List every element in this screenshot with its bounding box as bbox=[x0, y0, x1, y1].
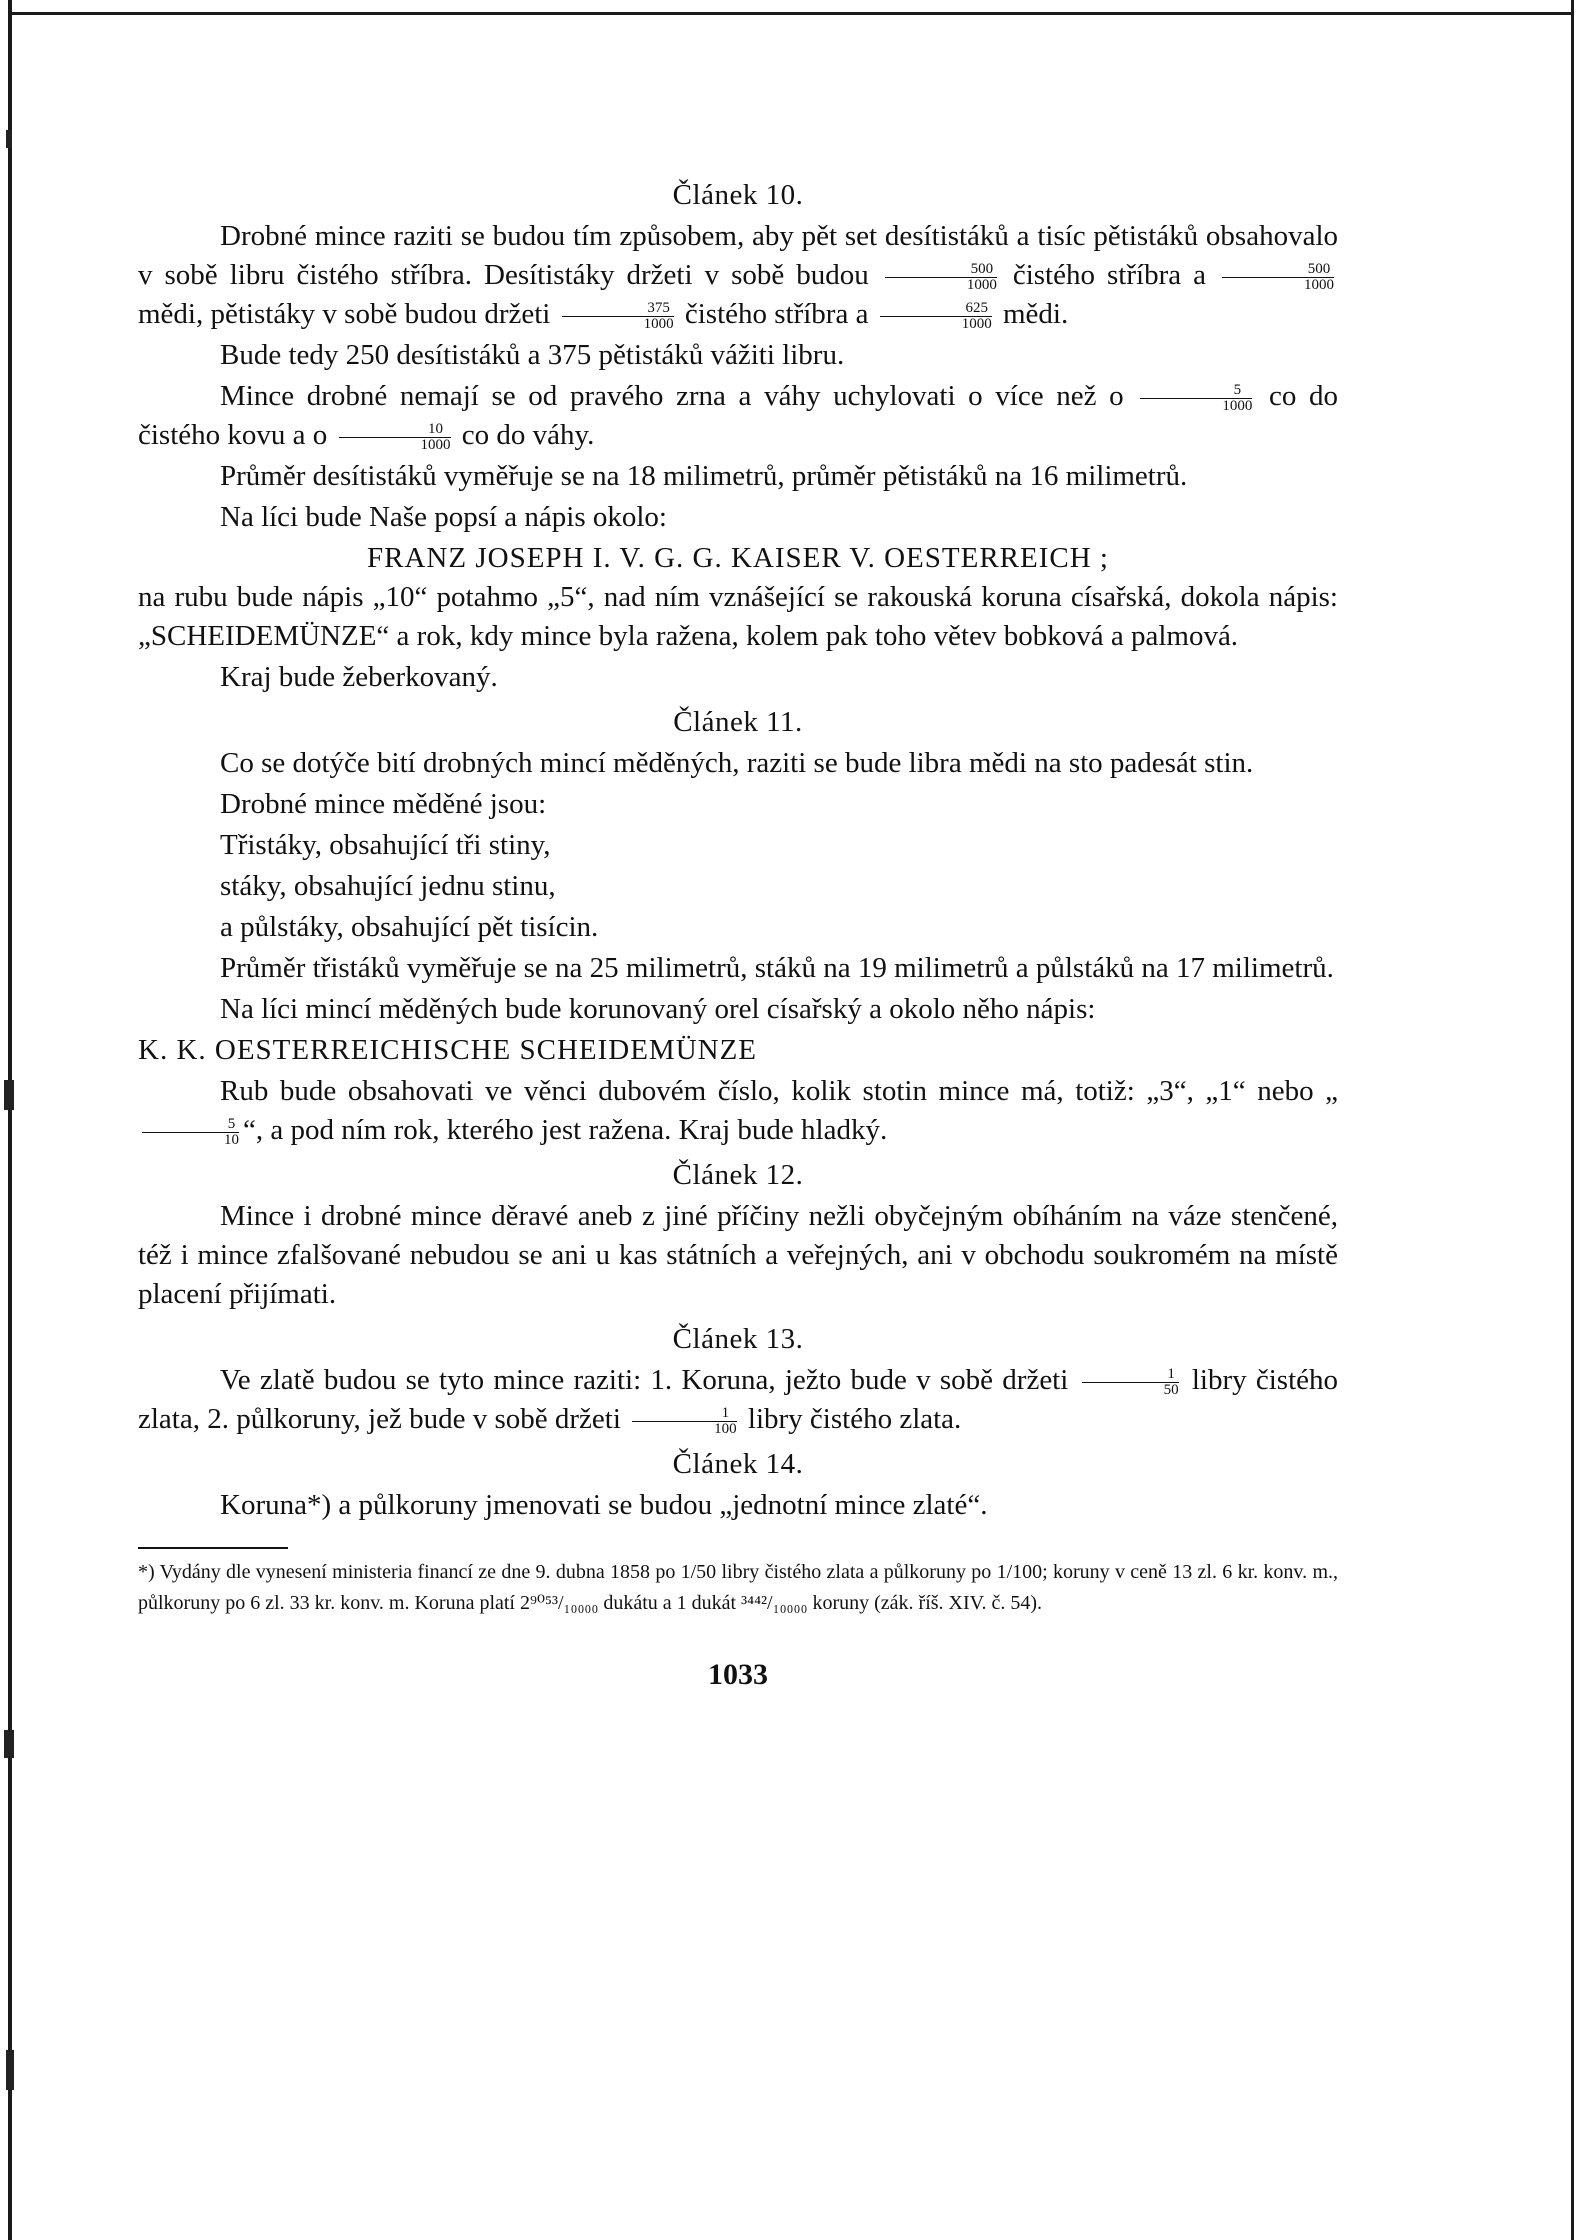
document-body bbox=[138, 170, 1338, 1694]
fraction: $\frac{1}{100}$ bbox=[632, 1406, 737, 1437]
footnote: *) Vydány dle vynesení ministeria financí ze dne 9. dubna 1858 po 1/50 libry čistého zlata a půlkoruny po 1/100; koruny v ceně 13 zl. 6 kr. konv. m., půlkoruny po 6 zl. 33 kr. konv. m. Koruna platí 2⁹⁰⁵³/₁₀₀₀₀ dukátu a 1 dukát ³⁴⁴²/₁₀₀₀₀ koruny (zák. říš. XIV. č. 54). bbox=[138, 1561, 1338, 1614]
footnote-divider bbox=[138, 1547, 288, 1549]
list-item: Třistáky, obsahující tři stiny, bbox=[220, 829, 551, 861]
list-item: stáky, obsahující jednu stinu, bbox=[220, 870, 556, 902]
article-10-paragraph-1: Drobné mince raziti se budou tím způsobem, aby pět set desítistáků a tisíc pětistáků obsahovalo v sobě libru čistého stříbra. Desítistáky držeti v sobě budou $\frac{500}{1000}$ čistého stříbra a $\frac{500}{1000}$ mědi, pětistáky v sobě budou držeti $\frac{375}{1000}$ čistého stříbra a $\frac{625}{1000}$ mědi. bbox=[138, 220, 1338, 332]
fraction: $\frac{5}{10}$ bbox=[142, 1117, 239, 1148]
scan-mark bbox=[6, 2050, 14, 2090]
article-10-heading: Článek 10. bbox=[672, 179, 804, 211]
list-item: a půlstáky, obsahující pět tisícin. bbox=[220, 911, 599, 943]
article-12-heading: Článek 12. bbox=[672, 1159, 804, 1191]
article-13-heading: Článek 13. bbox=[672, 1323, 804, 1355]
left-scan-edge bbox=[8, 0, 12, 2240]
article-11-heading: Článek 11. bbox=[673, 706, 803, 738]
article-11-paragraph-4: Rub bude obsahovati ve věnci dubovém číslo, kolik stotin mince má, totiž: „3“, „1“ nebo „ $\frac{5}{10}$ “, a pod ním rok, kterého jest ražena. Kraj bude hladký. bbox=[138, 1072, 1338, 1150]
article-11-paragraph-2: Průměr třistáků vyměřuje se na 25 milimetrů, stáků na 19 milimetrů a půlstáků na 17 milimetrů. bbox=[220, 952, 1334, 984]
article-14-heading: Článek 14. bbox=[672, 1448, 804, 1480]
article-10-paragraph-3: Mince drobné nemají se od pravého zrna a váhy uchylovati o více než o $\frac{5}{1000}$ co do čistého kovu a o $\frac{10}{1000}$ co do váhy. bbox=[138, 380, 1338, 453]
fraction: $\frac{500}{1000}$ bbox=[885, 262, 997, 293]
article-10-paragraph-5: Na líci bude Naše popsí a nápis okolo: bbox=[220, 501, 667, 533]
right-scan-edge bbox=[1571, 0, 1574, 2240]
scan-mark bbox=[4, 1730, 14, 1758]
fraction: $\frac{375}{1000}$ bbox=[562, 301, 674, 332]
fraction: $\frac{10}{1000}$ bbox=[339, 422, 451, 453]
fraction: $\frac{500}{1000}$ bbox=[1222, 262, 1334, 293]
article-13-paragraph-1: Ve zlatě budou se tyto mince raziti: 1. Koruna, ježto bude v sobě držeti $\frac{1}{50}$ libry čistého zlata, 2. půlkoruny, jež bude v sobě držeti $\frac{1}{100}$ libry čistého zlata. bbox=[138, 1364, 1339, 1437]
coin-legend-copper: K. K. OESTERREICHISCHE SCHEIDEMÜNZE bbox=[138, 1034, 758, 1066]
scan-mark bbox=[4, 1080, 14, 1110]
article-10-paragraph-7: Kraj bude žeberkovaný. bbox=[220, 661, 498, 693]
article-11-paragraph-3: Na líci mincí měděných bude korunovaný orel císařský a okolo něho nápis: bbox=[220, 993, 1096, 1025]
article-11-paragraph-1: Co se dotýče bití drobných mincí měděných, raziti se bude libra mědi na sto padesát stin. bbox=[220, 747, 1254, 779]
article-14-paragraph-1: Koruna*) a půlkoruny jmenovati se budou „jednotní mince zlaté“. bbox=[220, 1489, 988, 1521]
article-10-paragraph-2: Bude tedy 250 desítistáků a 375 pětistáků vážiti libru. bbox=[220, 339, 845, 371]
page-number: 1033 bbox=[708, 1658, 768, 1691]
scan-mark bbox=[6, 130, 12, 148]
top-scan-edge bbox=[8, 12, 1574, 15]
article-11-list-intro: Drobné mince měděné jsou: bbox=[220, 788, 547, 820]
article-10-paragraph-6: na rubu bude nápis „10“ potahmo „5“, nad ním vznášející se rakouská koruna císařská, dokola nápis: „SCHEIDEMÜNZE“ a rok, kdy mince byla ražena, kolem pak toho větev bobková a palmová. bbox=[138, 581, 1338, 652]
fraction: $\frac{1}{50}$ bbox=[1082, 1367, 1179, 1398]
fraction: $\frac{5}{1000}$ bbox=[1140, 383, 1252, 414]
fraction: $\frac{625}{1000}$ bbox=[880, 301, 992, 332]
coin-obverse-legend: FRANZ JOSEPH I. V. G. G. KAISER V. OESTERREICH ; bbox=[367, 542, 1109, 574]
article-10-paragraph-4: Průměr desítistáků vyměřuje se na 18 milimetrů, průměr pětistáků na 16 milimetrů. bbox=[220, 460, 1188, 492]
article-12-paragraph-1: Mince i drobné mince děravé aneb z jiné příčiny nežli obyčejným obíháním na váze stenčené, též i mince zfalšované nebudou se ani u kas státních a veřejných, ani v obchodu soukromém na místě placení přijímati. bbox=[138, 1200, 1338, 1310]
